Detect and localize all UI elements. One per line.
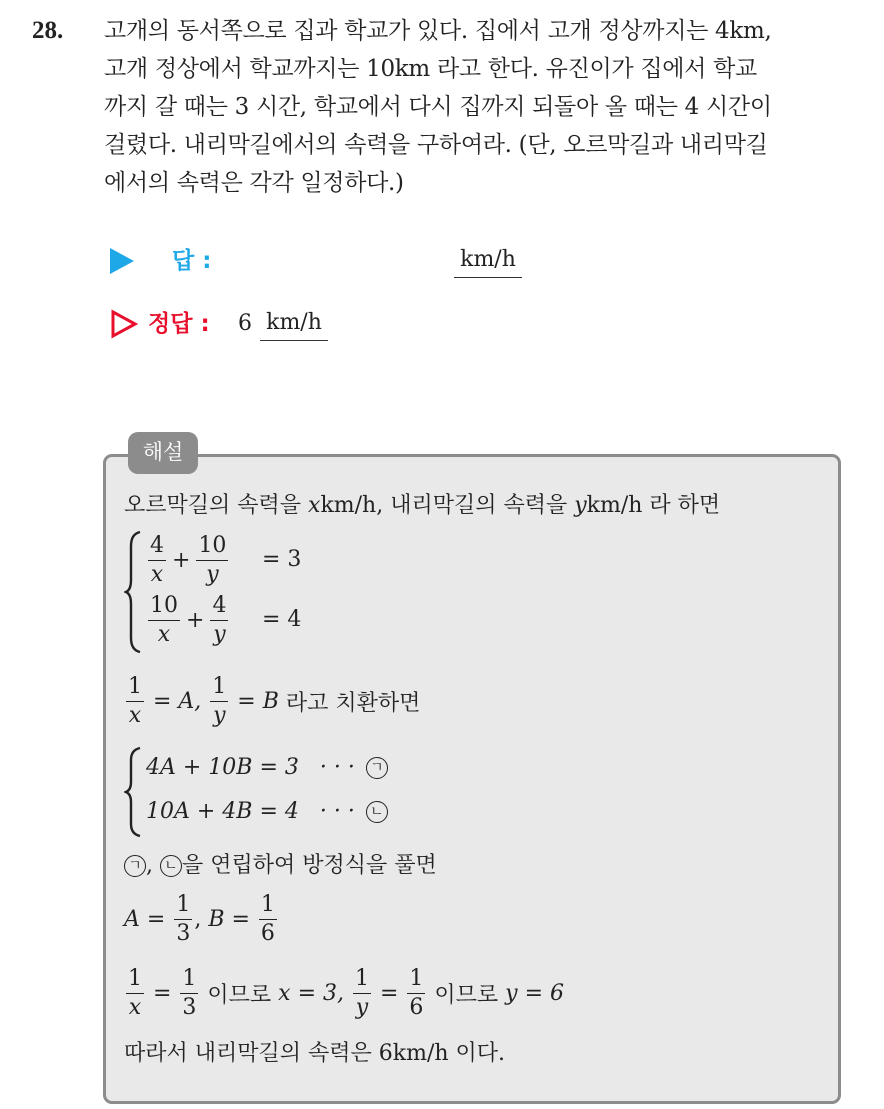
correct-answer-value: 6 — [238, 311, 252, 336]
question-line-3: 까지 갈 때는 3 시간, 학교에서 다시 집까지 되돌아 올 때는 4 시간이 — [104, 94, 772, 120]
result-xy: $\frac{1}{x}$ = $\frac{1}{3}$ 이므로 x = 3, $\frac{1}{y}$ = $\frac{1}{6}$ 이므로 y = 6 — [128, 965, 565, 1020]
fraction: $\frac{1}{6}$ — [409, 965, 424, 1020]
question-number: 28. — [32, 17, 64, 44]
question-line-2: 고개 정상에서 학교까지는 10km 라고 한다. 유진이가 집에서 학교 — [104, 56, 757, 82]
question-line-5: 에서의 속력은 각각 일정하다.) — [104, 170, 404, 196]
solution-intro: 오르막길의 속력을 xkm/h, 내리막길의 속력을 ykm/h 라 하면 — [124, 493, 721, 518]
circle-mark: ㄱ — [366, 757, 388, 779]
fraction: $\frac{1}{6}$ — [260, 891, 275, 946]
fraction: $\frac{1}{y}$ — [354, 965, 369, 1020]
substitution-line: $\frac{1}{x}$ = A, $\frac{1}{y}$ = B 라고 치환하면 — [128, 673, 421, 728]
answer-input-unit[interactable]: km/h — [454, 243, 522, 278]
left-brace-icon — [124, 746, 144, 838]
fraction: $\frac{1}{x}$ — [128, 673, 142, 728]
fraction: $\frac{4}{x}$ — [150, 532, 164, 587]
fraction: $\frac{1}{3}$ — [182, 965, 197, 1020]
equation-2-rhs: = 4 — [262, 607, 302, 632]
circle-mark: ㄴ — [160, 855, 182, 877]
play-icon — [110, 248, 134, 274]
equation-system-1 — [124, 530, 424, 654]
correct-answer-label: 정답 : — [148, 311, 210, 337]
equation-b: 10A + 4B = 4 · · · ㄴ — [146, 790, 388, 834]
question-line-1: 고개의 동서쪽으로 집과 학교가 있다. 집에서 고개 정상까지는 4km, — [104, 18, 772, 44]
result-ab: A = $\frac{1}{3}$ , B = $\frac{1}{6}$ — [124, 891, 275, 946]
circle-mark: ㄴ — [366, 801, 388, 823]
fraction: $\frac{1}{x}$ — [128, 965, 142, 1020]
equation-system-2 — [124, 746, 444, 838]
equation-1: $\frac{4}{x}$ + $\frac{10}{y}$ — [150, 532, 227, 587]
circle-mark: ㄱ — [124, 855, 146, 877]
triangle-outline-icon — [110, 309, 138, 339]
left-brace-icon — [124, 530, 144, 654]
fraction: $\frac{1}{3}$ — [176, 891, 191, 946]
fraction: $\frac{4}{y}$ — [212, 592, 227, 647]
correct-answer-unit: km/h — [260, 306, 328, 341]
solution-tab: 해설 — [128, 432, 198, 474]
answer-row — [110, 243, 540, 279]
correct-answer-row — [110, 306, 410, 346]
fraction: $\frac{10}{x}$ — [150, 592, 178, 647]
equation-a: 4A + 10B = 3 · · · ㄱ — [146, 746, 388, 790]
equation-1-rhs: = 3 — [262, 547, 302, 572]
fraction: $\frac{1}{y}$ — [212, 673, 227, 728]
equation-2: $\frac{10}{x}$ + $\frac{4}{y}$ — [150, 592, 227, 647]
fraction: $\frac{10}{y}$ — [198, 532, 227, 587]
answer-label: 답 : — [172, 248, 212, 274]
final-statement: 따라서 내리막길의 속력은 6km/h 이다. — [124, 1041, 506, 1066]
question-line-4: 걸렸다. 내리막길에서의 속력을 구하여라. (단, 오르막길과 내리막길 — [104, 132, 768, 158]
solve-line: ㄱ , ㄴ 을 연립하여 방정식을 풀면 — [124, 848, 437, 884]
question-text — [104, 12, 864, 202]
